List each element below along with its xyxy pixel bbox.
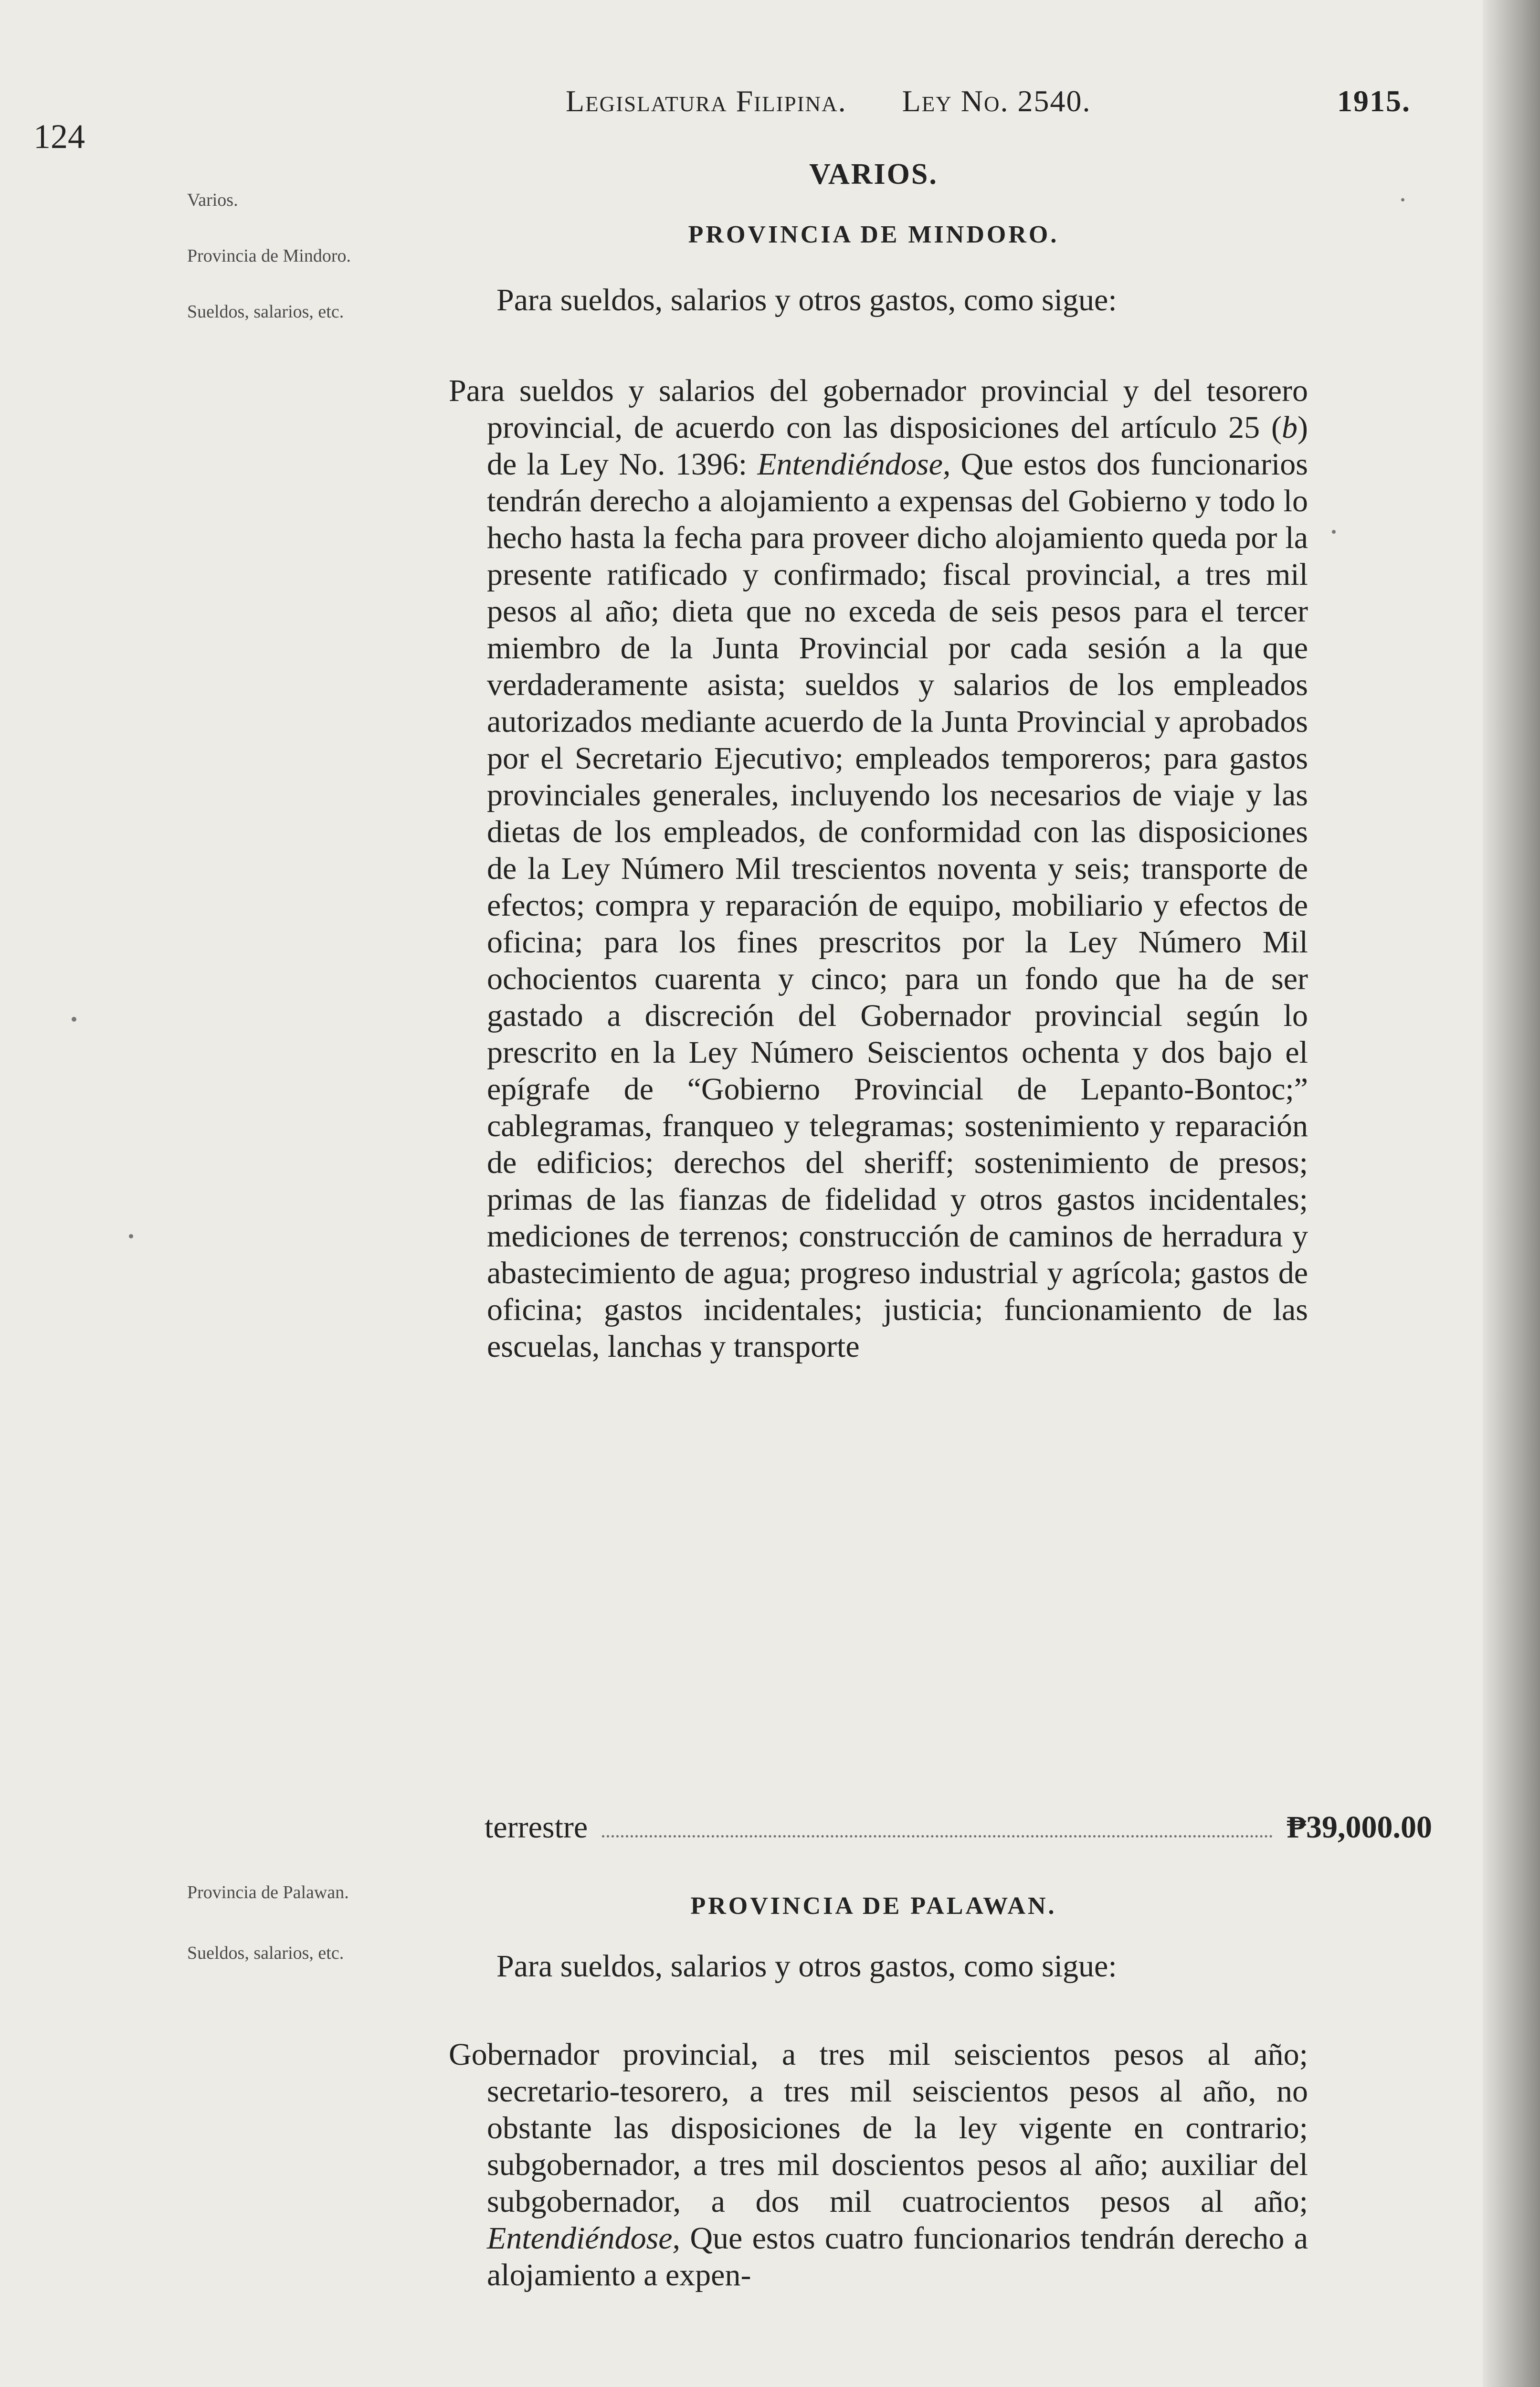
mindoro-proviso: Entendiéndose, [757, 447, 951, 482]
paper-speck [72, 1017, 76, 1022]
running-head-year: 1915. [1337, 84, 1411, 118]
mindoro-text-part-2: ) de la Ley No. 1396: [487, 410, 1308, 482]
palawan-text-part-2: Que estos cuatro funcionarios tendrán derecho a alojamiento a expen- [487, 2221, 1308, 2292]
palawan-proviso: Entendiéndose, [487, 2221, 681, 2256]
palawan-text-part-1: Gobernador provincial, a tres mil seiscientos pesos al año; secretario-tesorero, a tres mil seiscientos pesos al año, no obstante las disposiciones de la ley vigente en contrario; subgobernador, a tres mil doscientos pesos al año; auxiliar del subgobernador, a dos mil cuatrocientos pesos al año; [449, 2037, 1308, 2219]
running-head [566, 84, 1411, 119]
page-number: 124 [33, 117, 85, 156]
paper-speck [1332, 530, 1336, 534]
mindoro-text-subsection: b [1282, 410, 1298, 445]
palawan-heading: PROVINCIA DE PALAWAN. [690, 1892, 1057, 1920]
margin-note-sueldos-palawan: Sueldos, salarios, etc. [187, 1943, 344, 1963]
running-head-title: Legislatura Filipina. [566, 84, 847, 118]
section-title: VARIOS. [809, 158, 938, 190]
palawan-appropriation-text [449, 2036, 1308, 2293]
dotted-leader [602, 1835, 1272, 1838]
palawan-intro: Para sueldos, salarios y otros gastos, como sigue: [496, 1949, 1117, 1984]
page-edge-shadow [1483, 0, 1540, 2387]
margin-note-varios: Varios. [187, 190, 238, 210]
mindoro-heading: PROVINCIA DE MINDORO. [688, 221, 1059, 248]
margin-note-palawan: Provincia de Palawan. [187, 1882, 349, 1902]
mindoro-appropriation-text [449, 372, 1308, 1365]
mindoro-text-part-3: Que estos dos funcionarios tendrán derecho a alojamiento a expensas del Gobierno y todo lo hecho hasta la fecha para proveer dicho alojamiento queda por la presente ratificado y confirmado; fiscal provincial, a tres mil pesos al año; dieta que no exceda de seis pesos para el tercer miembro de la Junta Provincial por cada sesión a la que verdaderamente asista; sueldos y salarios de los empleados autorizados mediante acuerdo de la Junta Provincial y aprobados por el Secretario Ejecutivo; empleados temporeros; para gastos provinciales generales, incluyendo los necesarios de viaje y las dietas de los empleados, de conformidad con las disposiciones de la Ley Número Mil trescientos noventa y seis; transporte de efectos; compra y reparación de equipo, mobiliario y efectos de oficina; para los fines prescritos por la Ley Número Mil ochocientos cuarenta y cinco; para un fondo que ha de ser gastado a discreción del Gobernador provincial según lo prescrito en la Ley Número Seiscientos ochenta y dos bajo el epígrafe de “Gobierno Provincial de Lepanto-Bontoc;” cablegramas, franqueo y telegramas; sostenimiento y reparación de edificios; derechos del sheriff; sostenimiento de presos; primas de las fianzas de fidelidad y otros gastos incidentales; mediciones de terrenos; construcción de caminos de herradura y abastecimiento de agua; progreso industrial y agrícola; gastos de oficina; gastos incidentales; justicia; funcionamiento de las escuelas, lanchas y transporte [487, 447, 1308, 1364]
paper-speck [1401, 198, 1404, 201]
mindoro-intro: Para sueldos, salarios y otros gastos, como sigue: [496, 283, 1117, 317]
mindoro-total-amount: ₱39,000.00 [1287, 1810, 1432, 1845]
mindoro-total-label: terrestre [485, 1810, 588, 1845]
margin-note-sueldos-mindoro: Sueldos, salarios, etc. [187, 302, 344, 322]
margin-note-mindoro: Provincia de Mindoro. [187, 246, 351, 266]
paper-speck [129, 1234, 133, 1238]
mindoro-text-part-1: Para sueldos y salarios del gobernador provincial y del tesorero provincial, de acuerdo con las disposiciones del artículo 25 ( [449, 373, 1308, 445]
mindoro-total-row [485, 1809, 1432, 1846]
running-head-law-number: Ley No. 2540. [902, 84, 1091, 118]
